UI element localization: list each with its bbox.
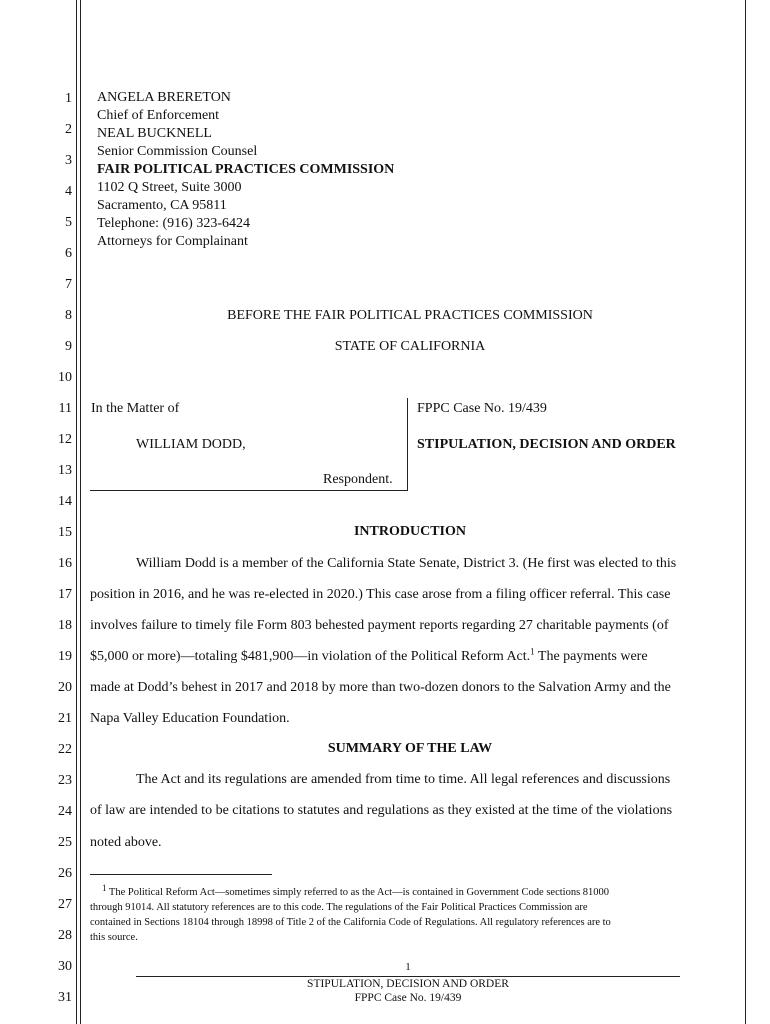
court-state: STATE OF CALIFORNIA [334,339,486,354]
line-number: 7 [65,277,72,292]
footnote-reference: 1 [530,646,535,657]
attorney-name: ANGELA BRERETON [97,90,231,105]
agency-name: FAIR POLITICAL PRACTICES COMMISSION [97,162,395,177]
telephone: Telephone: (916) 323-6424 [97,216,250,231]
intro-line-text: $5,000 or more)—totaling $481,900—in violation of the Political Reform Act. [90,649,531,664]
line-number: 3 [65,153,72,168]
footer-case-number: FPPC Case No. 19/439 [354,992,462,1004]
caption-divider [407,398,408,491]
line-number: 18 [58,618,72,633]
line-number: 5 [65,215,72,230]
summary-line: of law are intended to be citations to statutes and regulations as they existed at the time of the violations [90,803,673,818]
caption-respondent: Respondent. [323,472,393,487]
summary-heading: SUMMARY OF THE LAW [327,741,493,756]
line-number: 6 [65,246,72,261]
attorney-name: NEAL BUCKNELL [97,126,212,141]
intro-line [90,648,648,666]
page-number: 1 [405,961,411,973]
address-line: 1102 Q Street, Suite 3000 [97,180,242,195]
court-heading: BEFORE THE FAIR POLITICAL PRACTICES COMMISSION [227,308,593,323]
line-number: 28 [58,928,72,943]
line-number: 21 [58,711,72,726]
line-number: 30 [58,959,72,974]
summary-line: noted above. [90,835,162,850]
line-number: 12 [58,432,72,447]
intro-line: involves failure to timely file Form 803 behested payment reports regarding 27 charitable payments (of [90,618,669,633]
caption-party: WILLIAM DODD, [136,437,246,452]
line-number: 16 [58,556,72,571]
footer-title: STIPULATION, DECISION AND ORDER [307,978,509,990]
line-number: 26 [58,866,72,881]
intro-line: William Dodd is a member of the California State Senate, District 3. (He first was elected to this [136,556,677,571]
line-number: 9 [65,339,72,354]
caption-bottom-rule [90,490,408,491]
line-number: 13 [58,463,72,478]
line-number: 20 [58,680,72,695]
footnote-line: contained in Sections 18104 through 18998 of Title 2 of the California Code of Regulations. All regulatory references are to [90,917,611,928]
line-number: 17 [58,587,72,602]
footnote-separator [90,874,272,875]
line-number: 25 [58,835,72,850]
line-number: 4 [65,184,72,199]
line-number: 22 [58,742,72,757]
line-number: 1 [65,91,72,106]
document-title: STIPULATION, DECISION AND ORDER [417,437,676,452]
intro-heading: INTRODUCTION [353,524,466,539]
attorney-title: Chief of Enforcement [97,108,220,123]
line-number: 8 [65,308,72,323]
line-number: 19 [58,649,72,664]
line-number: 15 [58,525,72,540]
footnote-line: through 91014. All statutory references are to this code. The regulations of the Fair Political Practices Commission are [90,902,588,913]
left-margin-rule-1 [76,0,77,1024]
line-number: 24 [58,804,72,819]
address-line: Sacramento, CA 95811 [97,198,227,213]
intro-line: Napa Valley Education Foundation. [90,711,290,726]
intro-line: position in 2016, and he was re-elected in 2020.) This case arose from a filing officer referral. This case [90,587,671,602]
right-margin-rule [745,0,746,1024]
footnote-text: The Political Reform Act—sometimes simply referred to as the Act—is contained in Government Code sections 81000 [106,887,610,898]
footnote-line: this source. [90,932,138,943]
left-margin-rule-2 [80,0,81,1024]
line-number: 14 [58,494,72,509]
line-number: 10 [58,370,72,385]
line-number: 11 [58,401,72,416]
footnote-line [90,882,610,901]
summary-line: The Act and its regulations are amended from time to time. All legal references and discussions [136,772,671,787]
line-number: 23 [58,773,72,788]
line-number: 27 [58,897,72,912]
caption-matter: In the Matter of [91,401,180,416]
case-number: FPPC Case No. 19/439 [417,401,547,416]
attorney-title: Senior Commission Counsel [97,144,258,159]
attorney-role: Attorneys for Complainant [97,234,248,249]
line-number: 2 [65,122,72,137]
intro-line-text: The payments were [534,649,648,664]
intro-line: made at Dodd’s behest in 2017 and 2018 by more than two-dozen donors to the Salvation Army and the [90,680,671,695]
line-number: 31 [58,990,72,1005]
footnote-mark: 1 [102,882,107,893]
